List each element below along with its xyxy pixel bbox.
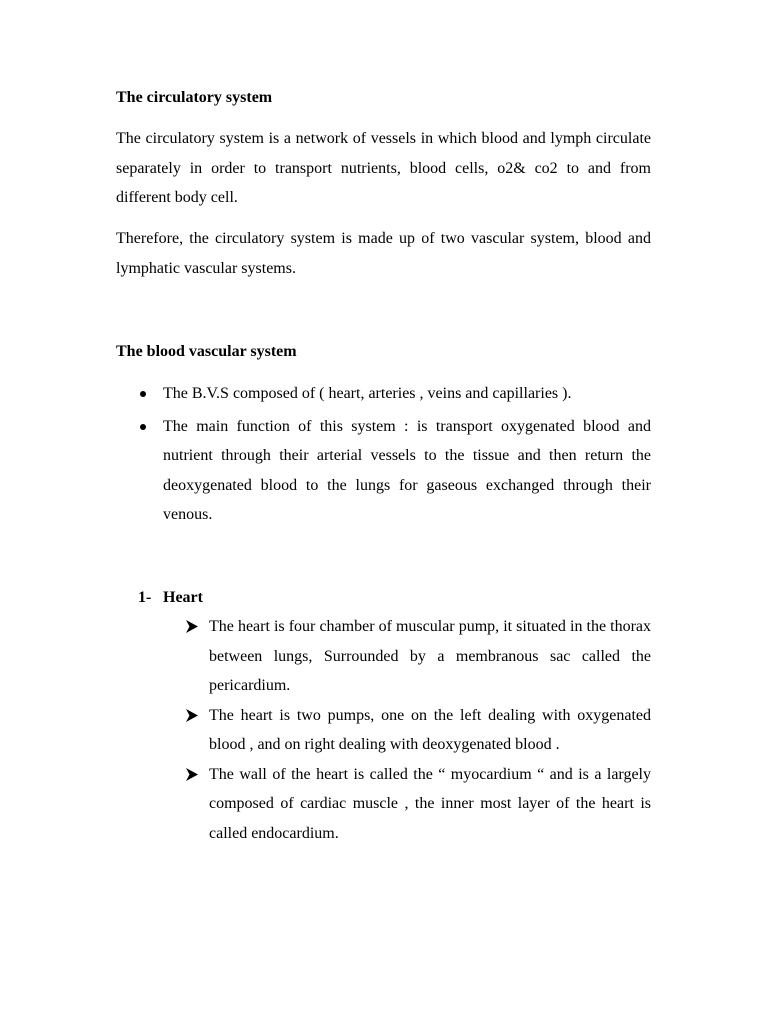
heart-point-list (186, 612, 651, 848)
bvs-bullet-text: The main function of this system : is transport oxygenated blood and nutrient through their arterial vessels to the tissue and then return the deoxygenated blood to the lungs for gaseous exchanged through their venous. (163, 417, 651, 523)
heart-heading-text: Heart (163, 589, 203, 606)
heart-point-item (186, 701, 651, 760)
page-title: The circulatory system (116, 89, 273, 106)
therefore-paragraph: Therefore, the circulatory system is made up of two vascular system, blood and lymphatic vascular systems. (116, 230, 651, 277)
arrow-bullet-icon (186, 768, 198, 781)
heart-heading (138, 588, 203, 608)
heart-heading-number: 1- (138, 589, 152, 606)
heart-point-text: The heart is four chamber of muscular pump, it situated in the thorax between lungs, Surrounded by a membranous sac called the pericardium. (209, 618, 651, 694)
bvs-bullet-list (136, 379, 651, 533)
bvs-bullet-text: The B.V.S composed of ( heart, arteries , veins and capillaries ). (163, 385, 572, 402)
heart-point-item (186, 760, 651, 849)
heart-point-text: The wall of the heart is called the “ myocardium “ and is a largely composed of cardiac muscle , the inner most layer of the heart is called endocardium. (209, 765, 651, 842)
arrow-bullet-icon (186, 620, 198, 633)
arrow-bullet-icon (186, 709, 198, 722)
heart-point-item (186, 612, 651, 701)
intro-paragraph: The circulatory system is a network of vessels in which blood and lymph circulate separately in order to transport nutrients, blood cells, o2& co2 to and from different body cell. (116, 130, 651, 206)
bullet-dot-icon (140, 391, 146, 397)
bvs-bullet-item (136, 412, 651, 530)
heart-point-text: The heart is two pumps, one on the left dealing with oxygenated blood , and on right dealing with deoxygenated blood . (209, 706, 651, 753)
bvs-bullet-item (136, 379, 651, 409)
bullet-dot-icon (140, 424, 146, 430)
bvs-heading: The blood vascular system (116, 343, 297, 360)
